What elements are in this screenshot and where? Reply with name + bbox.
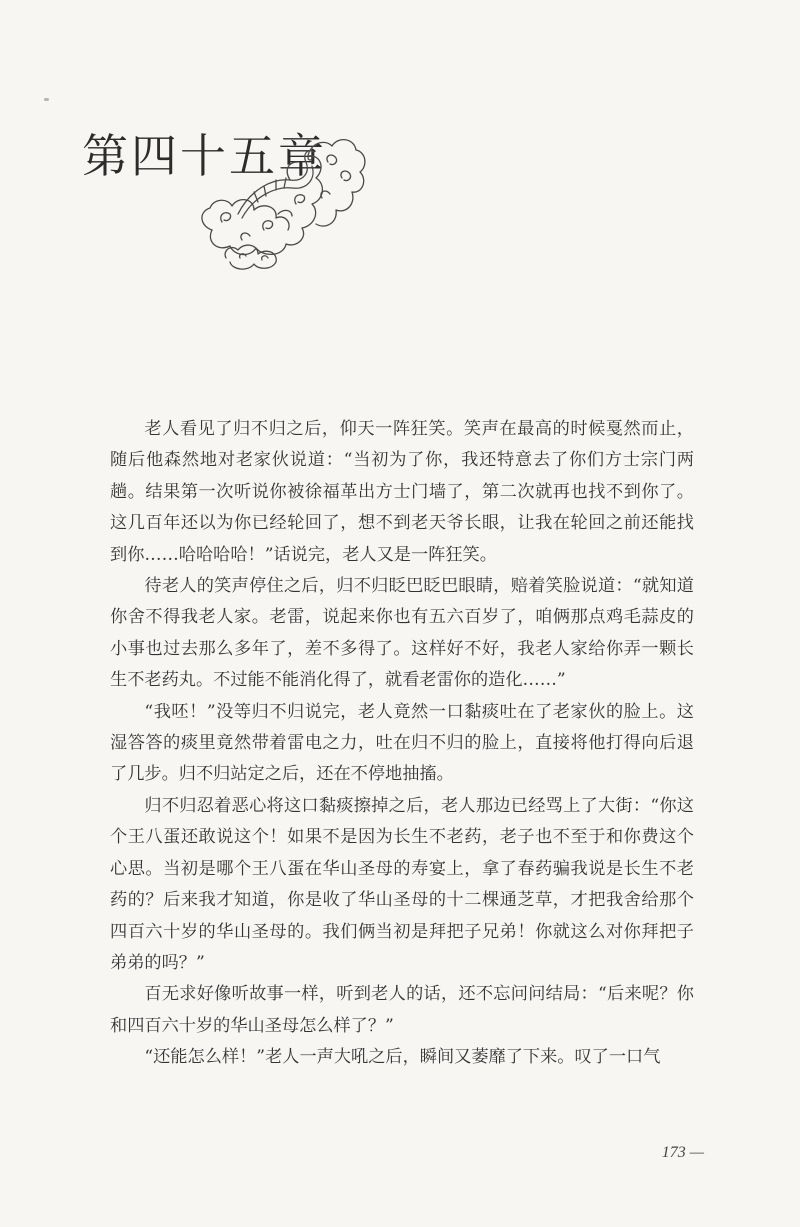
chapter-title: 第四十五章: [82, 129, 327, 183]
paragraph: 待老人的笑声停住之后，归不归眨巴眨巴眼睛，赔着笑脸说道：“就知道你舍不得我老人家。老雷，说起来你也有五六百岁了，咱俩那点鸡毛蒜皮的小事也过去那么多年了，差不多得了。这样好不好，我老人家给你弄一颗长生不老药丸。不过能不能消化得了，就看老雷你的造化……”: [110, 576, 694, 691]
paragraph: 归不归忍着恶心将这口黏痰擦掉之后，老人那边已经骂上了大街：“你这个王八蛋还敢说这个！如果不是因为长生不老药，老子也不至于和你费这个心思。当初是哪个王八蛋在华山圣母的寿宴上，拿了春药骗我说是长生不老药的？后来我才知道，你是收了华山圣母的十二棵通芝草，才把我舍给那个四百六十岁的华山圣母的。我们俩当初是拜把子兄弟！你就这么对你拜把子弟弟的吗？”: [110, 795, 694, 973]
cloud-dragon-ornament-icon: [192, 118, 374, 278]
chapter-body: [110, 414, 694, 1074]
scan-speck: [44, 98, 49, 101]
paragraph: 百无求好像听故事一样，听到老人的话，还不忘问问结局：“后来呢？你和四百六十岁的华山圣母怎么样了？”: [110, 984, 694, 1036]
page-number: 173 —: [661, 1144, 704, 1161]
paragraph: “我呸！”没等归不归说完，老人竟然一口黏痰吐在了老家伙的脸上。这湿答答的痰里竟然带着雷电之力，吐在归不归的脸上，直接将他打得向后退了几步。归不归站定之后，还在不停地抽搐。: [110, 701, 694, 785]
paragraph: “还能怎么样！”老人一声大吼之后，瞬间又萎靡了下来。叹了一口气: [144, 1047, 661, 1068]
paragraph: 老人看见了归不归之后，仰天一阵狂笑。笑声在最高的时候戛然而止，随后他森然地对老家伙说道：“当初为了你，我还特意去了你们方士宗门两趟。结果第一次听说你被徐福革出方士门墙了，第二次就再也找不到你了。这几百年还以为你已经轮回了，想不到老天爷长眼，让我在轮回之前还能找到你……哈哈哈哈！”话说完，老人又是一阵狂笑。: [110, 419, 694, 565]
